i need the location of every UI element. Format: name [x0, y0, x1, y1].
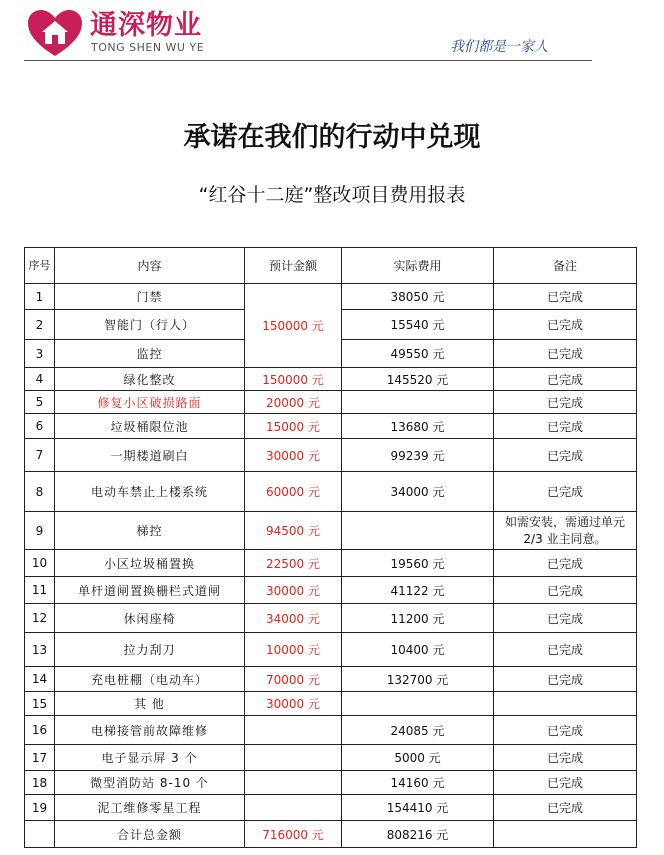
row-remark: 已完成 — [494, 667, 637, 692]
row-remark — [494, 692, 637, 716]
row-actual: 24085 元 — [342, 716, 494, 745]
row-seq: 6 — [25, 414, 55, 439]
header-content: 内容 — [55, 248, 245, 284]
row-actual: 11200 元 — [342, 604, 494, 633]
table-row — [25, 795, 637, 821]
table-row — [25, 414, 637, 439]
row-content: 绿化整改 — [55, 368, 245, 391]
row-remark: 已完成 — [494, 340, 637, 368]
table-row — [25, 716, 637, 745]
table-row — [25, 391, 637, 414]
row-seq: 19 — [25, 795, 55, 821]
row-remark: 已完成 — [494, 604, 637, 633]
row-content: 梯控 — [55, 512, 245, 550]
total-budget: 716000 元 — [245, 821, 342, 848]
row-seq: 3 — [25, 340, 55, 368]
row-budget: 150000 元 — [245, 368, 342, 391]
row-seq: 13 — [25, 633, 55, 667]
row-content: 其 他 — [55, 692, 245, 716]
row-content: 微型消防站 8-10 个 — [55, 771, 245, 795]
row-actual — [342, 512, 494, 550]
row-actual: 34000 元 — [342, 472, 494, 512]
row-content: 小区垃圾桶置换 — [55, 550, 245, 577]
row-seq: 14 — [25, 667, 55, 692]
row-remark: 如需安装，需通过单元 2/3 业主同意。 — [494, 512, 637, 550]
row-content: 修复小区破损路面 — [55, 391, 245, 414]
total-label: 合计总金额 — [55, 821, 245, 848]
table-row — [25, 745, 637, 771]
row-content: 泥工维修零星工程 — [55, 795, 245, 821]
row-seq: 12 — [25, 604, 55, 633]
table-row — [25, 284, 637, 310]
table-row — [25, 472, 637, 512]
row-actual: 99239 元 — [342, 439, 494, 472]
row-remark: 已完成 — [494, 745, 637, 771]
brand-name-pinyin: TONG SHEN WU YE — [91, 41, 205, 54]
row-actual — [342, 692, 494, 716]
table-row — [25, 368, 637, 391]
row-seq: 2 — [25, 310, 55, 340]
row-remark: 已完成 — [494, 368, 637, 391]
table-row — [25, 667, 637, 692]
row-content: 充电桩棚（电动车） — [55, 667, 245, 692]
row-content: 电梯接管前故障维修 — [55, 716, 245, 745]
total-seq — [25, 821, 55, 848]
row-remark: 已完成 — [494, 716, 637, 745]
row-budget: 150000 元 — [245, 284, 342, 368]
slogan: 我们都是一家人 — [450, 39, 548, 55]
row-actual: 13680 元 — [342, 414, 494, 439]
row-seq: 15 — [25, 692, 55, 716]
row-remark: 已完成 — [494, 795, 637, 821]
row-actual: 41122 元 — [342, 577, 494, 604]
row-budget: 30000 元 — [245, 439, 342, 472]
row-content: 休闲座椅 — [55, 604, 245, 633]
table-total-row — [25, 821, 637, 848]
table-row — [25, 512, 637, 550]
row-content: 垃圾桶限位池 — [55, 414, 245, 439]
row-content: 电子显示屏 3 个 — [55, 745, 245, 771]
row-actual: 19560 元 — [342, 550, 494, 577]
header-actual: 实际费用 — [342, 248, 494, 284]
row-seq: 1 — [25, 284, 55, 310]
row-actual: 14160 元 — [342, 771, 494, 795]
table-row — [25, 550, 637, 577]
row-budget: 60000 元 — [245, 472, 342, 512]
row-seq: 5 — [25, 391, 55, 414]
row-content: 一期楼道刷白 — [55, 439, 245, 472]
page-title: 承诺在我们的行动中兑现 — [183, 122, 481, 153]
row-actual: 49550 元 — [342, 340, 494, 368]
row-actual: 38050 元 — [342, 284, 494, 310]
row-remark: 已完成 — [494, 391, 637, 414]
table-row — [25, 692, 637, 716]
row-seq: 11 — [25, 577, 55, 604]
table-row — [25, 439, 637, 472]
table-row — [25, 771, 637, 795]
row-budget: 15000 元 — [245, 414, 342, 439]
row-seq: 4 — [25, 368, 55, 391]
row-seq: 18 — [25, 771, 55, 795]
row-content: 门禁 — [55, 284, 245, 310]
row-content: 监控 — [55, 340, 245, 368]
table-row — [25, 604, 637, 633]
row-budget: 94500 元 — [245, 512, 342, 550]
row-seq: 9 — [25, 512, 55, 550]
row-budget — [245, 771, 342, 795]
row-actual: 5000 元 — [342, 745, 494, 771]
header-remark: 备注 — [494, 248, 637, 284]
header-budget: 预计金额 — [245, 248, 342, 284]
row-actual: 10400 元 — [342, 633, 494, 667]
row-seq: 17 — [25, 745, 55, 771]
row-remark: 已完成 — [494, 414, 637, 439]
total-remark — [494, 821, 637, 848]
row-remark: 已完成 — [494, 577, 637, 604]
row-remark: 已完成 — [494, 771, 637, 795]
row-remark: 已完成 — [494, 284, 637, 310]
row-budget — [245, 795, 342, 821]
row-budget — [245, 716, 342, 745]
row-seq: 8 — [25, 472, 55, 512]
table-row — [25, 633, 637, 667]
row-remark: 已完成 — [494, 633, 637, 667]
row-actual — [342, 391, 494, 414]
cost-report-table — [24, 247, 637, 848]
table-row — [25, 577, 637, 604]
row-budget: 34000 元 — [245, 604, 342, 633]
row-remark: 已完成 — [494, 439, 637, 472]
row-actual: 15540 元 — [342, 310, 494, 340]
brand-name: 通深物业 — [90, 10, 202, 41]
row-budget: 30000 元 — [245, 577, 342, 604]
row-budget: 20000 元 — [245, 391, 342, 414]
table-header-row — [25, 248, 637, 284]
header-seq: 序号 — [25, 248, 55, 284]
row-actual: 145520 元 — [342, 368, 494, 391]
row-seq: 10 — [25, 550, 55, 577]
total-actual: 808216 元 — [342, 821, 494, 848]
row-actual: 132700 元 — [342, 667, 494, 692]
row-budget: 10000 元 — [245, 633, 342, 667]
row-budget: 22500 元 — [245, 550, 342, 577]
header-divider — [24, 60, 592, 61]
row-content: 智能门（行人） — [55, 310, 245, 340]
row-remark: 已完成 — [494, 550, 637, 577]
row-content: 电动车禁止上楼系统 — [55, 472, 245, 512]
row-budget: 70000 元 — [245, 667, 342, 692]
row-actual: 154410 元 — [342, 795, 494, 821]
page-subtitle: “红谷十二庭”整改项目费用报表 — [198, 184, 466, 206]
house-heart-icon — [26, 8, 84, 58]
row-content: 单杆道闸置换栅栏式道闸 — [55, 577, 245, 604]
row-remark: 已完成 — [494, 472, 637, 512]
row-content: 拉力刮刀 — [55, 633, 245, 667]
row-budget — [245, 745, 342, 771]
row-remark: 已完成 — [494, 310, 637, 340]
row-budget: 30000 元 — [245, 692, 342, 716]
row-seq: 7 — [25, 439, 55, 472]
row-seq: 16 — [25, 716, 55, 745]
